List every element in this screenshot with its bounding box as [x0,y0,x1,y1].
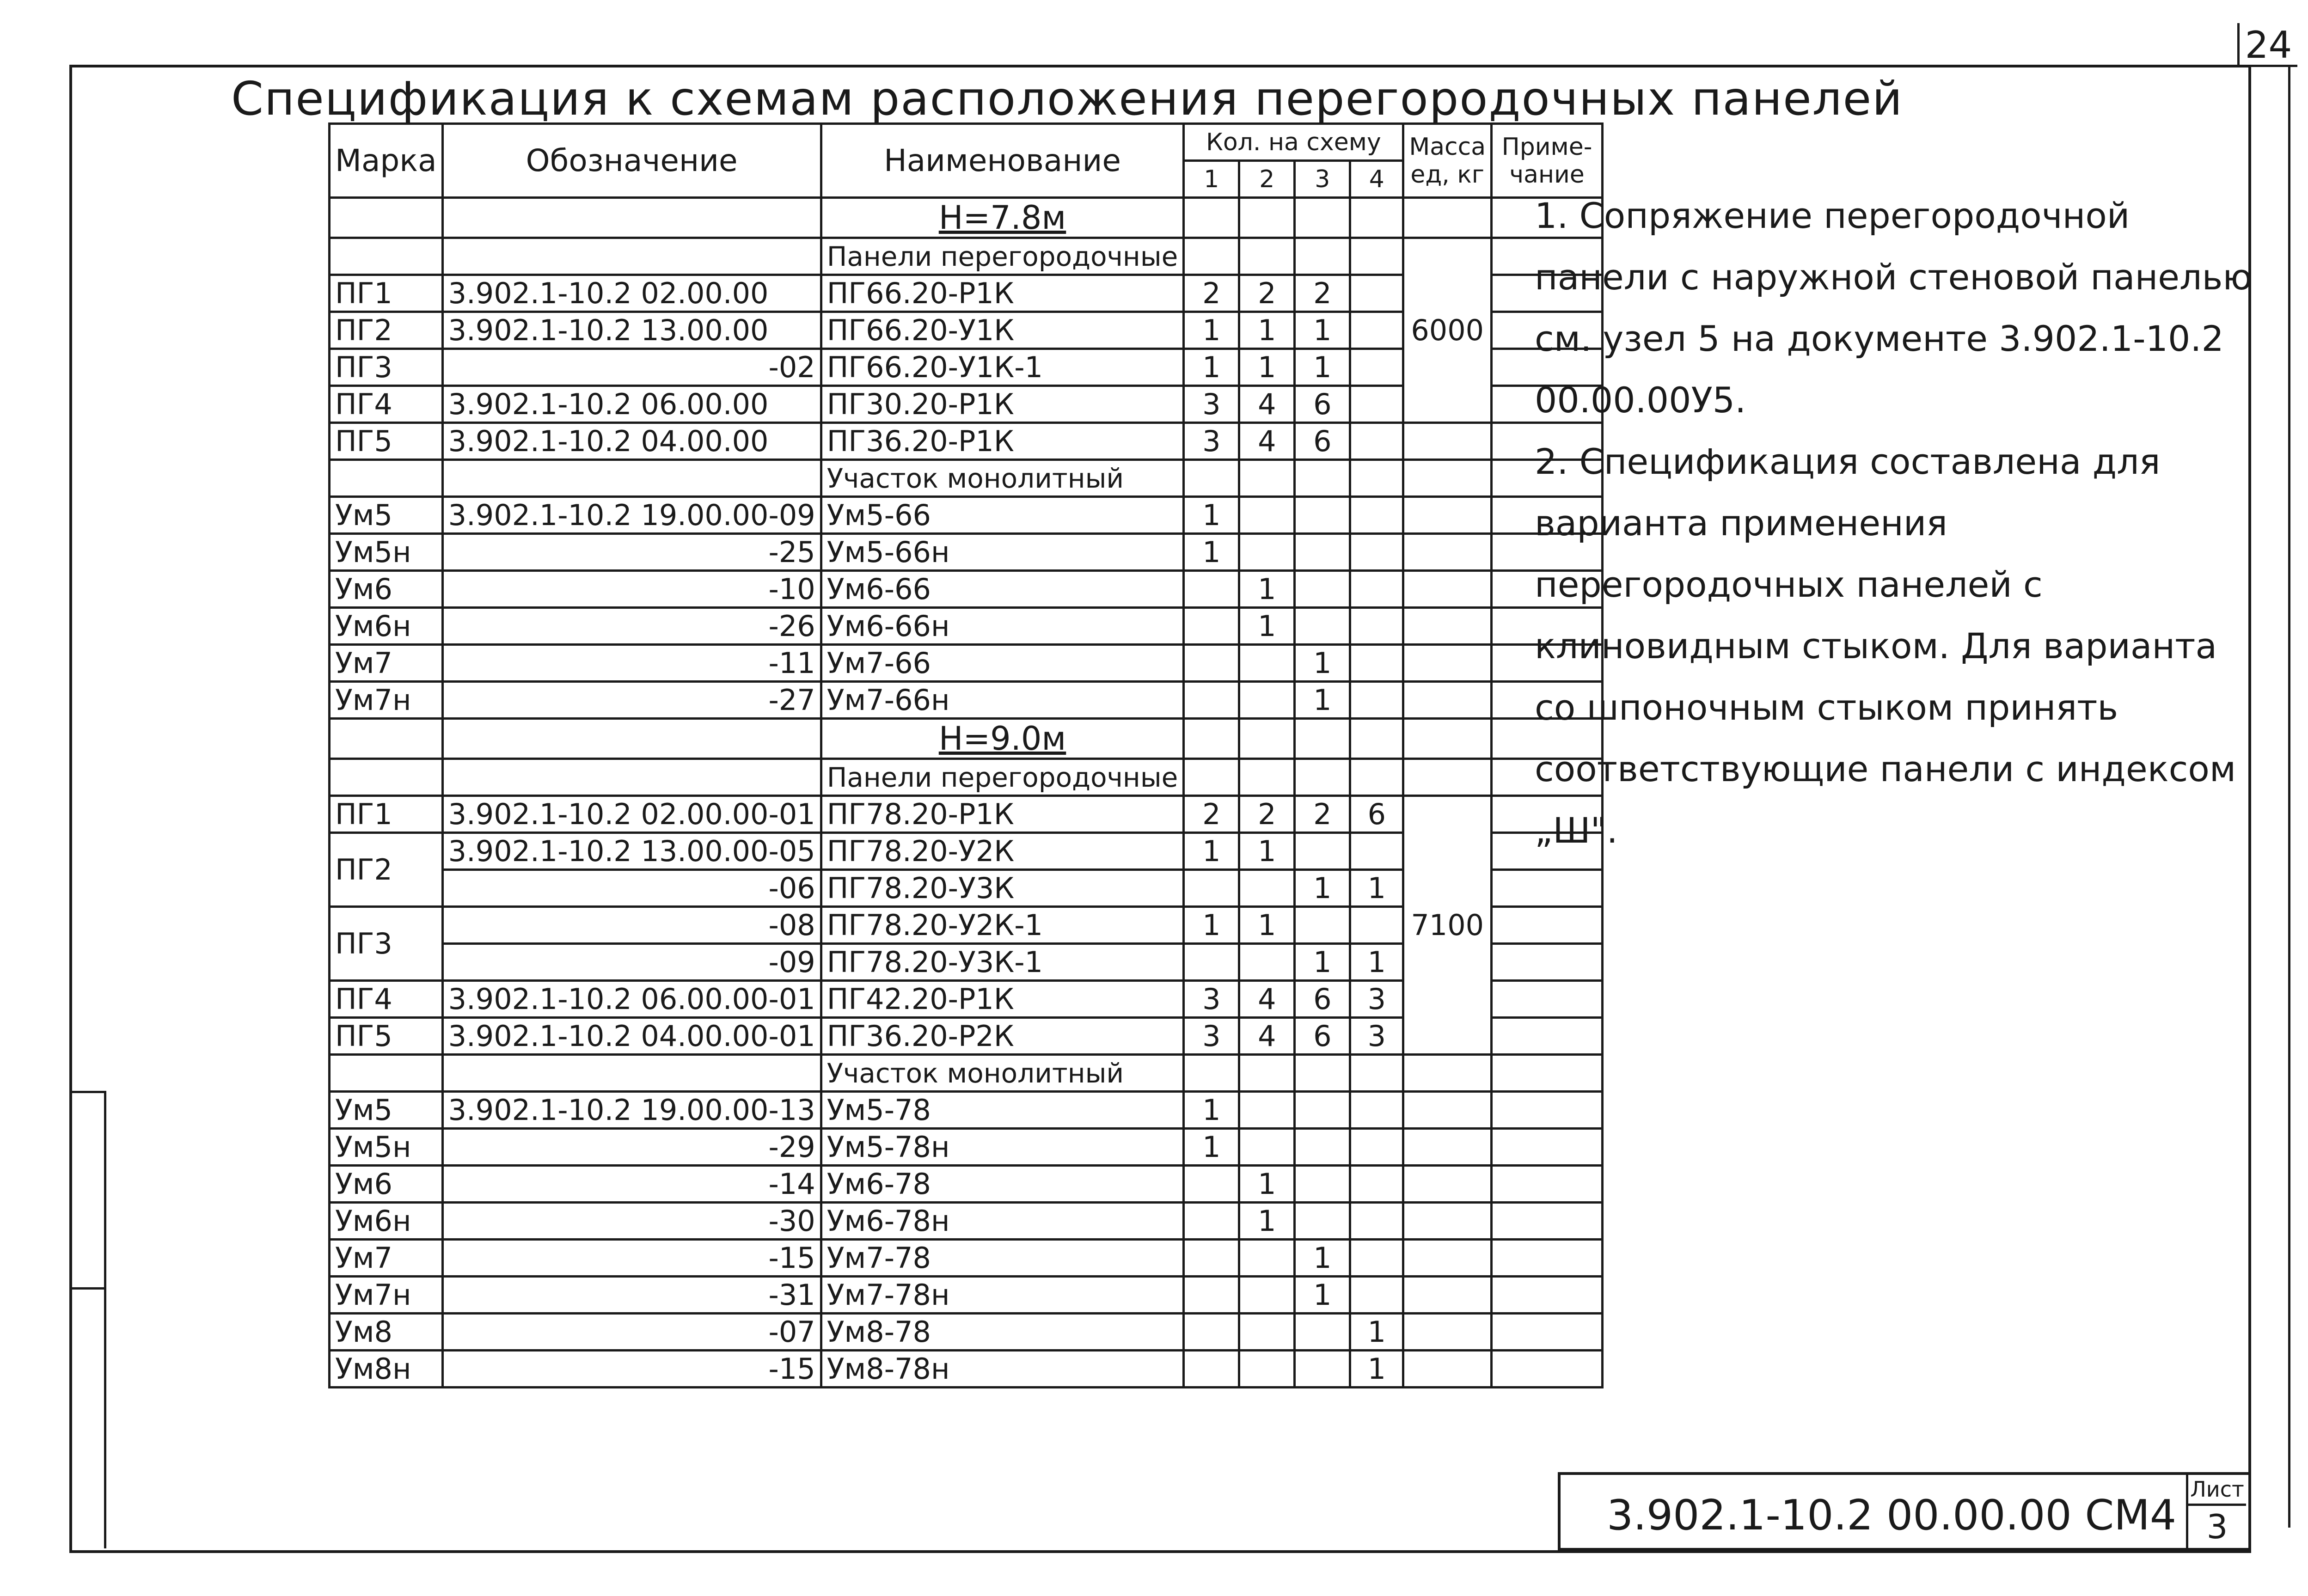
cell-qty-2 [1239,1240,1295,1277]
cell-qty-2 [1239,1351,1295,1388]
cell-qty-4 [1350,1092,1403,1129]
note-2: 2. Спецификация составлена для варианта применения перегородочных панелей с клиновидным стыком. Для варианта со шпоночным стыком принять соответствующие панели с индексом „Ш". [1535,441,2236,851]
cell-qty-1 [1184,944,1239,981]
cell-name: Ум5-78 [821,1092,1184,1129]
cell-qty-3: 1 [1295,944,1350,981]
section-title-h78: Н=7.8м [821,198,1184,238]
cell-mark: Ум6 [330,1166,443,1203]
table-row [330,682,1603,719]
mass-value-h90: 7100 [1403,796,1492,1055]
cell-designation: 3.902.1-10.2 02.00.00 [442,275,821,312]
cell-designation: -30 [442,1203,821,1240]
cell-qty-1 [1184,1240,1239,1277]
cell-designation: -26 [442,608,821,645]
cell-mark: Ум8 [330,1314,443,1351]
binding-margin-divider [69,1287,106,1290]
cell-name: Ум7-66 [821,645,1184,682]
col-designation-header: Обозначение [442,124,821,198]
cell-qty-2: 1 [1239,349,1295,386]
cell-qty-1: 1 [1184,349,1239,386]
cell-name: Ум7-78н [821,1277,1184,1314]
cell-qty-4 [1350,1277,1403,1314]
cell-mark: Ум5 [330,497,443,534]
cell-name: ПГ66.20-У1К [821,312,1184,349]
cell-designation: 3.902.1-10.2 13.00.00 [442,312,821,349]
sheet-number: 24 [2237,23,2297,67]
cell-qty-3: 1 [1295,312,1350,349]
cell-mark: Ум6 [330,571,443,608]
col-mark-header: Марка [330,124,443,198]
cell-qty-2: 1 [1239,1203,1295,1240]
cell-qty-1 [1184,608,1239,645]
cell-qty-2 [1239,870,1295,907]
cell-name: ПГ66.20-Р1К [821,275,1184,312]
cell-designation: 3.902.1-10.2 19.00.00-09 [442,497,821,534]
cell-name: Ум5-66н [821,534,1184,571]
cell-qty-1 [1184,682,1239,719]
cell-qty-1: 1 [1184,534,1239,571]
right-margin-line [2288,67,2290,1528]
cell-designation: 3.902.1-10.2 19.00.00-13 [442,1092,821,1129]
cell-designation: 3.902.1-10.2 06.00.00-01 [442,981,821,1018]
table-row [330,1203,1603,1240]
specification-table [328,122,1604,1388]
table-row [330,1277,1603,1314]
cell-mark: Ум6н [330,1203,443,1240]
cell-mark: ПГ3 [330,349,443,386]
cell-qty-2: 4 [1239,386,1295,423]
cell-qty-2: 1 [1239,907,1295,944]
cell-qty-3: 1 [1295,870,1350,907]
cell-qty-2: 2 [1239,275,1295,312]
table-header [330,124,1603,198]
cell-qty-4 [1350,608,1403,645]
cell-name: Ум7-78 [821,1240,1184,1277]
table-row [330,645,1603,682]
cell-designation: -06 [442,870,821,907]
table-row [330,1129,1603,1166]
cell-qty-3 [1295,1203,1350,1240]
cell-qty-2: 4 [1239,1018,1295,1055]
cell-qty-4 [1350,312,1403,349]
cell-name: Ум6-66н [821,608,1184,645]
note-1: 1. Сопряжение перегородочной панели с наружной стеновой панелью см. узел 5 на документе 3.902.1-10.2 00.00.00У5. [1535,195,2253,421]
table-row [330,497,1603,534]
mass-value-h78: 6000 [1403,238,1492,423]
cell-mark: ПГ5 [330,1018,443,1055]
cell-qty-4 [1350,1129,1403,1166]
cell-qty-3 [1295,1166,1350,1203]
cell-name: Ум5-66 [821,497,1184,534]
cell-designation: 3.902.1-10.2 02.00.00-01 [442,796,821,833]
cell-qty-3: 6 [1295,1018,1350,1055]
cell-mark: ПГ2 [330,833,443,907]
cell-qty-3: 1 [1295,349,1350,386]
cell-qty-4: 1 [1350,1351,1403,1388]
col-mass-header: Масса ед, кг [1403,124,1492,198]
cell-designation: -08 [442,907,821,944]
cell-qty-2 [1239,682,1295,719]
cell-qty-1 [1184,645,1239,682]
cell-qty-4 [1350,645,1403,682]
cell-qty-2 [1239,1277,1295,1314]
cell-mark: Ум5н [330,534,443,571]
cell-qty-1 [1184,870,1239,907]
cell-qty-1: 1 [1184,1129,1239,1166]
cell-designation: 3.902.1-10.2 04.00.00 [442,423,821,460]
cell-qty-2: 1 [1239,833,1295,870]
cell-qty-2: 4 [1239,423,1295,460]
section-row [330,198,1603,238]
cell-qty-3 [1295,1129,1350,1166]
cell-qty-3: 2 [1295,796,1350,833]
col-qty-1-header: 1 [1184,161,1239,198]
cell-designation: 3.902.1-10.2 04.00.00-01 [442,1018,821,1055]
cell-qty-2 [1239,1129,1295,1166]
cell-qty-4 [1350,423,1403,460]
table-row [330,608,1603,645]
cell-mark: ПГ1 [330,275,443,312]
cell-qty-4 [1350,1203,1403,1240]
cell-qty-1: 1 [1184,312,1239,349]
subsection-title-h78-panels: Панели перегородочные [821,238,1184,275]
cell-qty-4 [1350,386,1403,423]
cell-qty-3 [1295,833,1350,870]
cell-mark: Ум7 [330,1240,443,1277]
cell-name: Ум5-78н [821,1129,1184,1166]
cell-qty-3 [1295,907,1350,944]
cell-qty-1: 1 [1184,497,1239,534]
cell-mark: ПГ4 [330,386,443,423]
section-row [330,719,1603,759]
cell-designation: -07 [442,1314,821,1351]
cell-qty-2 [1239,534,1295,571]
cell-name: ПГ36.20-Р2К [821,1018,1184,1055]
cell-qty-1: 1 [1184,907,1239,944]
cell-qty-1: 3 [1184,981,1239,1018]
cell-qty-4: 1 [1350,1314,1403,1351]
cell-mark: ПГ3 [330,907,443,981]
cell-qty-4: 3 [1350,981,1403,1018]
document-code: 3.902.1-10.2 00.00.00 СМ4 [1607,1491,2177,1540]
cell-name: Ум8-78н [821,1351,1184,1388]
cell-qty-1 [1184,1166,1239,1203]
cell-qty-2: 2 [1239,796,1295,833]
cell-qty-4 [1350,1166,1403,1203]
subsection-title-h78-mono: Участок монолитный [821,460,1184,497]
cell-qty-1 [1184,1314,1239,1351]
cell-qty-2 [1239,645,1295,682]
cell-designation: -15 [442,1240,821,1277]
cell-qty-1 [1184,1351,1239,1388]
cell-qty-3 [1295,1314,1350,1351]
cell-qty-3: 1 [1295,645,1350,682]
cell-name: ПГ78.20-У2К-1 [821,907,1184,944]
cell-qty-2: 1 [1239,608,1295,645]
col-note-header: Приме- чание [1492,124,1603,198]
cell-designation: -09 [442,944,821,981]
sheet-box [2186,1475,2248,1548]
cell-designation: -29 [442,1129,821,1166]
subsection-row [330,460,1603,497]
cell-qty-4 [1350,1240,1403,1277]
cell-qty-3: 1 [1295,682,1350,719]
cell-mark: ПГ2 [330,312,443,349]
cell-qty-1 [1184,571,1239,608]
cell-qty-2: 1 [1239,312,1295,349]
cell-qty-4: 6 [1350,796,1403,833]
col-qty-4-header: 4 [1350,161,1403,198]
col-qty-group-header: Кол. на схему [1184,124,1403,161]
cell-name: Ум6-78н [821,1203,1184,1240]
cell-designation: -27 [442,682,821,719]
table-row [330,571,1603,608]
cell-name: Ум8-78 [821,1314,1184,1351]
col-qty-3-header: 3 [1295,161,1350,198]
subsection-title-h90-panels: Панели перегородочные [821,759,1184,796]
cell-name: ПГ78.20-Р1К [821,796,1184,833]
cell-qty-2 [1239,1092,1295,1129]
notes-block [1535,185,2256,861]
table-row [330,1166,1603,1203]
cell-qty-4: 3 [1350,1018,1403,1055]
table-row [330,534,1603,571]
cell-mark: Ум8н [330,1351,443,1388]
cell-qty-1: 2 [1184,796,1239,833]
cell-qty-4 [1350,534,1403,571]
sheet-label: Лист [2188,1475,2246,1506]
cell-mark: ПГ4 [330,981,443,1018]
cell-mark: Ум6н [330,608,443,645]
cell-qty-1: 3 [1184,386,1239,423]
cell-qty-3 [1295,1092,1350,1129]
cell-designation: -10 [442,571,821,608]
cell-name: ПГ78.20-У3К-1 [821,944,1184,981]
cell-qty-1 [1184,1277,1239,1314]
cell-qty-4 [1350,497,1403,534]
subsection-row [330,238,1603,275]
cell-name: ПГ36.20-Р1К [821,423,1184,460]
cell-name: ПГ66.20-У1К-1 [821,349,1184,386]
table-row [330,1314,1603,1351]
cell-qty-3 [1295,1351,1350,1388]
cell-qty-3: 6 [1295,386,1350,423]
page-title: Спецификация к схемам расположения перегородочных панелей [231,72,1904,126]
cell-designation: -25 [442,534,821,571]
cell-designation: -14 [442,1166,821,1203]
cell-designation: -15 [442,1351,821,1388]
cell-mark: Ум7н [330,1277,443,1314]
col-name-header: Наименование [821,124,1184,198]
binding-margin-box [69,1091,106,1548]
cell-mark: Ум7 [330,645,443,682]
cell-mark: ПГ5 [330,423,443,460]
cell-name: Ум6-66 [821,571,1184,608]
cell-qty-2: 4 [1239,981,1295,1018]
title-block-stamp [1558,1472,2251,1551]
cell-qty-1: 1 [1184,1092,1239,1129]
cell-qty-4 [1350,682,1403,719]
cell-qty-4 [1350,571,1403,608]
section-title-h90: Н=9.0м [821,719,1184,759]
cell-mark: Ум5н [330,1129,443,1166]
cell-qty-4 [1350,275,1403,312]
cell-name: ПГ30.20-Р1К [821,386,1184,423]
subsection-row [330,1055,1603,1092]
cell-qty-1: 1 [1184,833,1239,870]
cell-qty-4: 1 [1350,944,1403,981]
cell-qty-4 [1350,833,1403,870]
cell-designation: 3.902.1-10.2 06.00.00 [442,386,821,423]
cell-designation: 3.902.1-10.2 13.00.00-05 [442,833,821,870]
cell-qty-1: 3 [1184,423,1239,460]
cell-name: Ум7-66н [821,682,1184,719]
cell-qty-1: 2 [1184,275,1239,312]
cell-qty-3: 1 [1295,1240,1350,1277]
cell-qty-3 [1295,608,1350,645]
cell-qty-3 [1295,497,1350,534]
table-row [330,1351,1603,1388]
cell-name: ПГ78.20-У2К [821,833,1184,870]
sheet-value: 3 [2206,1507,2228,1546]
cell-qty-3: 1 [1295,1277,1350,1314]
table-row [330,1240,1603,1277]
cell-qty-2: 1 [1239,571,1295,608]
cell-qty-4 [1350,907,1403,944]
cell-qty-3 [1295,534,1350,571]
cell-designation: -11 [442,645,821,682]
table-row [330,796,1603,833]
cell-name: Ум6-78 [821,1166,1184,1203]
col-qty-2-header: 2 [1239,161,1295,198]
cell-qty-3: 6 [1295,981,1350,1018]
table-row [330,423,1603,460]
subsection-title-h90-mono: Участок монолитный [821,1055,1184,1092]
cell-designation: -31 [442,1277,821,1314]
subsection-row [330,759,1603,796]
cell-qty-4: 1 [1350,870,1403,907]
cell-mark: ПГ1 [330,796,443,833]
table-row [330,1092,1603,1129]
cell-mark: Ум7н [330,682,443,719]
cell-qty-2 [1239,944,1295,981]
cell-qty-2 [1239,497,1295,534]
cell-name: ПГ78.20-У3К [821,870,1184,907]
cell-qty-4 [1350,349,1403,386]
cell-mark: Ум5 [330,1092,443,1129]
cell-qty-3 [1295,571,1350,608]
cell-qty-2 [1239,1314,1295,1351]
cell-qty-2: 1 [1239,1166,1295,1203]
cell-name: ПГ42.20-Р1К [821,981,1184,1018]
cell-qty-3: 2 [1295,275,1350,312]
cell-qty-1: 3 [1184,1018,1239,1055]
cell-designation: -02 [442,349,821,386]
cell-qty-3: 6 [1295,423,1350,460]
cell-qty-1 [1184,1203,1239,1240]
